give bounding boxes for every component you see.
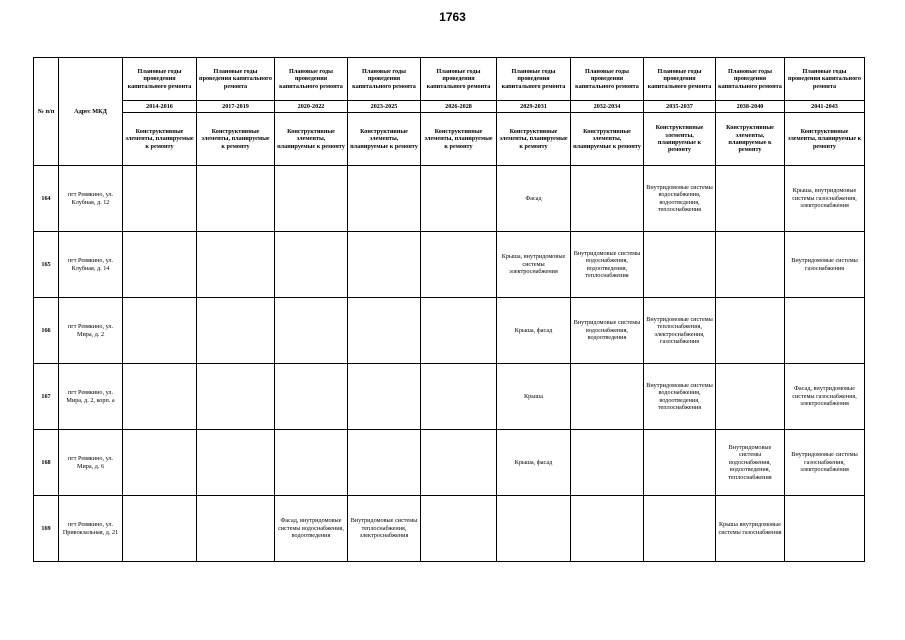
repair-cell xyxy=(197,232,275,298)
period-header: 2029-2031 xyxy=(497,101,571,113)
column-header-plan: Плановые годы проведения капитального ремонта xyxy=(497,58,571,101)
period-header: 2020-2022 xyxy=(275,101,348,113)
column-header-plan: Плановые годы проведения капитального ремонта xyxy=(275,58,348,101)
repair-cell xyxy=(348,232,421,298)
repair-cell xyxy=(275,166,348,232)
row-address: пгт Ревякино, ул. Мира, д. 6 xyxy=(59,430,123,496)
column-header-address: Адрес МКД xyxy=(59,58,123,166)
row-number: 167 xyxy=(34,364,59,430)
repair-cell xyxy=(644,232,716,298)
repair-cell: Внутридомовые системы водоснабжения, водоотведения, теплоснабжения xyxy=(571,232,644,298)
repair-cell: Крыша, внутридомовые системы газоснабжения, электроснабжения xyxy=(785,166,865,232)
period-header: 2023-2025 xyxy=(348,101,421,113)
table-row xyxy=(34,496,865,562)
column-header-plan: Плановые годы проведения капитального ремонта xyxy=(716,58,785,101)
period-header: 2035-2037 xyxy=(644,101,716,113)
element-header: Конструктивные элементы, планируемые к ремонту xyxy=(123,113,197,166)
row-address: пгт Ревякино, ул. Привокзальная, д. 21 xyxy=(59,496,123,562)
repair-cell xyxy=(123,364,197,430)
repair-cell xyxy=(197,496,275,562)
repair-cell: Крыша, внутридомовые системы электроснабжения xyxy=(497,232,571,298)
row-number: 168 xyxy=(34,430,59,496)
repair-cell: Внутридомовые системы газоснабжения, электроснабжения xyxy=(785,430,865,496)
repair-cell xyxy=(571,430,644,496)
column-header-plan: Плановые годы проведения капитального ремонта xyxy=(197,58,275,101)
row-number: 164 xyxy=(34,166,59,232)
repair-cell xyxy=(348,430,421,496)
repair-cell xyxy=(123,232,197,298)
repair-cell: Крыша, фасад xyxy=(497,298,571,364)
repair-cell: Крыша, фасад xyxy=(497,430,571,496)
repair-cell xyxy=(123,166,197,232)
element-header: Конструктивные элементы, планируемые к ремонту xyxy=(497,113,571,166)
row-number: 169 xyxy=(34,496,59,562)
repair-cell xyxy=(421,430,497,496)
repair-cell xyxy=(571,166,644,232)
period-header: 2026-2028 xyxy=(421,101,497,113)
repair-cell xyxy=(716,364,785,430)
element-header: Конструктивные элементы, планируемые к ремонту xyxy=(644,113,716,166)
repair-cell: Внутридомовые системы газоснабжения xyxy=(785,232,865,298)
repair-cell xyxy=(716,166,785,232)
repair-cell xyxy=(197,166,275,232)
period-header: 2032-2034 xyxy=(571,101,644,113)
table-row xyxy=(34,364,865,430)
repair-cell xyxy=(197,298,275,364)
repair-cell xyxy=(421,166,497,232)
repair-cell xyxy=(644,430,716,496)
element-header: Конструктивные элементы, планируемые к ремонту xyxy=(421,113,497,166)
column-header-plan: Плановые годы проведения капитального ремонта xyxy=(785,58,865,101)
repair-cell: Внутридомовые системы водоснабжения, водоотведения, теплоснабжения xyxy=(644,166,716,232)
repair-cell: Внутридомовые системы водоснабжения, водоотведения xyxy=(571,298,644,364)
repair-cell xyxy=(275,430,348,496)
row-number: 165 xyxy=(34,232,59,298)
row-address: пгт Ревякино, ул. Клубная, д. 12 xyxy=(59,166,123,232)
repair-cell xyxy=(123,430,197,496)
repair-cell: Крыша xyxy=(497,364,571,430)
column-header-plan: Плановые годы проведения капитального ремонта xyxy=(571,58,644,101)
column-header-plan: Плановые годы проведения капитального ремонта xyxy=(644,58,716,101)
row-address: пгт Ревякино, ул. Клубная, д. 14 xyxy=(59,232,123,298)
element-header: Конструктивные элементы, планируемые к ремонту xyxy=(716,113,785,166)
row-number: 166 xyxy=(34,298,59,364)
element-header: Конструктивные элементы, планируемые к ремонту xyxy=(571,113,644,166)
table-row xyxy=(34,298,865,364)
header-row-plan xyxy=(34,58,865,101)
repair-cell xyxy=(497,496,571,562)
repair-cell xyxy=(785,496,865,562)
page-number: 1763 xyxy=(439,10,466,24)
repair-cell: Фасад, внутридомовые системы водоснабжения, водоотведения xyxy=(275,496,348,562)
period-header: 2014-2016 xyxy=(123,101,197,113)
repair-cell xyxy=(421,298,497,364)
repair-cell xyxy=(348,166,421,232)
repair-cell xyxy=(421,364,497,430)
column-header-plan: Плановые годы проведения капитального ремонта xyxy=(348,58,421,101)
row-address: пгт Ревякино, ул. Мира, д. 2 xyxy=(59,298,123,364)
repair-cell xyxy=(421,232,497,298)
capital-repair-table xyxy=(33,57,865,562)
repair-cell: Фасад, внутридомовые системы газоснабжения, электроснабжения xyxy=(785,364,865,430)
repair-cell xyxy=(197,364,275,430)
repair-cell: Крыша внутридомовые системы газоснабжения xyxy=(716,496,785,562)
repair-cell xyxy=(785,298,865,364)
column-header-num: № п/п xyxy=(34,58,59,166)
repair-cell xyxy=(348,298,421,364)
repair-cell xyxy=(123,496,197,562)
repair-cell xyxy=(716,232,785,298)
repair-cell: Фасад xyxy=(497,166,571,232)
element-header: Конструктивные элементы, планируемые к ремонту xyxy=(197,113,275,166)
repair-cell xyxy=(571,364,644,430)
repair-cell: Внутридомовые системы водоснабжения, водоотведения, теплоснабжения xyxy=(644,364,716,430)
repair-cell xyxy=(275,298,348,364)
repair-cell xyxy=(571,496,644,562)
period-header: 2038-2040 xyxy=(716,101,785,113)
column-header-plan: Плановые годы проведения капитального ремонта xyxy=(123,58,197,101)
repair-cell xyxy=(644,496,716,562)
repair-cell xyxy=(123,298,197,364)
row-address: пгт Ревякино, ул. Мира, д. 2, корп. а xyxy=(59,364,123,430)
period-header: 2017-2019 xyxy=(197,101,275,113)
repair-cell: Внутридомовые системы водоснабжения, водоотведения, теплоснабжения xyxy=(716,430,785,496)
repair-cell xyxy=(275,364,348,430)
repair-cell xyxy=(348,364,421,430)
repair-cell: Внутридомовые системы теплоснабжения, электроснабжения xyxy=(348,496,421,562)
table-row xyxy=(34,232,865,298)
repair-cell: Внутридомовые системы теплоснабжения, электроснабжения, газоснабжения xyxy=(644,298,716,364)
header-row-periods xyxy=(34,101,865,113)
table-row xyxy=(34,430,865,496)
period-header: 2041-2043 xyxy=(785,101,865,113)
column-header-plan: Плановые годы проведения капитального ремонта xyxy=(421,58,497,101)
header-row-elements xyxy=(34,113,865,166)
repair-cell xyxy=(275,232,348,298)
element-header: Конструктивные элементы, планируемые к ремонту xyxy=(785,113,865,166)
element-header: Конструктивные элементы, планируемые к ремонту xyxy=(275,113,348,166)
element-header: Конструктивные элементы, планируемые к ремонту xyxy=(348,113,421,166)
repair-cell xyxy=(716,298,785,364)
repair-cell xyxy=(421,496,497,562)
table-row xyxy=(34,166,865,232)
repair-cell xyxy=(197,430,275,496)
